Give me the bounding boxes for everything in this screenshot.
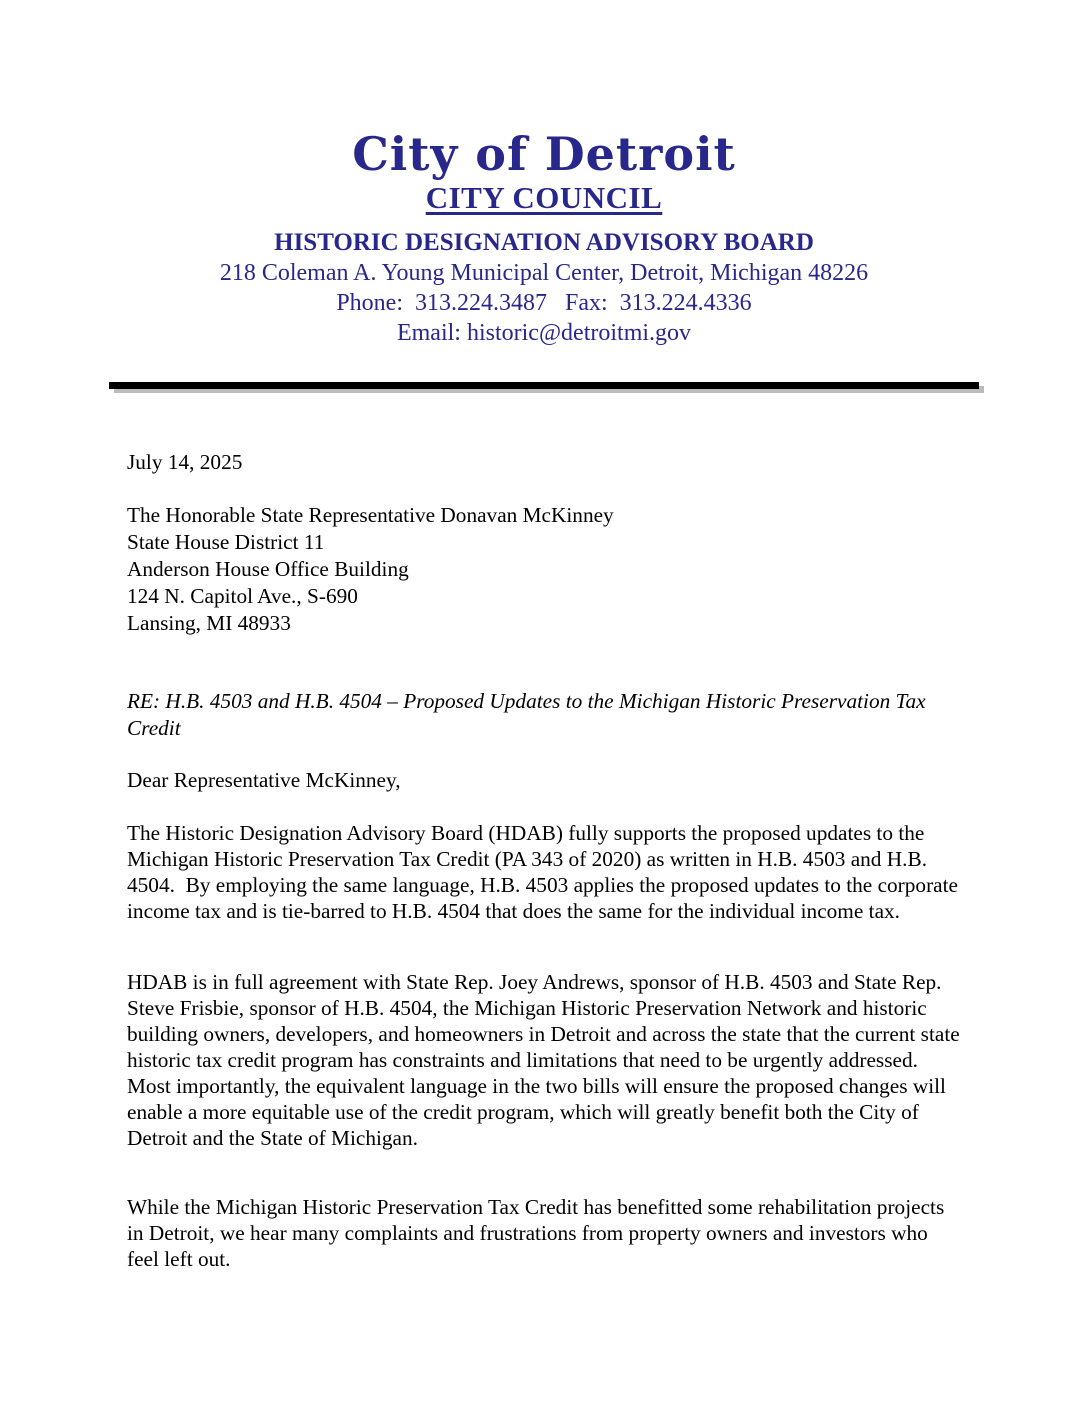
- city-of-detroit-wordmark: City of Detroit: [352, 127, 736, 181]
- re-subject-line: RE: H.B. 4503 and H.B. 4504 – Proposed Updates to the Michigan Historic Preservation Tax Credit: [127, 689, 926, 740]
- recipient-district-line: State House District 11: [127, 530, 325, 554]
- letter-body: [127, 449, 966, 1272]
- paragraph-support: The Historic Designation Advisory Board (HDAB) fully supports the proposed updates to the Michigan Historic Preservation Tax Credit (PA 343 of 2020) as written in H.B. 4503 and H.B. 4504. By employing the same language, H.B. 4503 applies the proposed updates to the corporate income tax and is tie-barred to H.B. 4504 that does the same for the individual income tax.: [127, 821, 964, 923]
- recipient-address-block: [127, 502, 961, 637]
- recipient-street-line: 124 N. Capitol Ave., S-690: [127, 584, 358, 608]
- divider-rule: [109, 382, 979, 389]
- letterhead-phone-fax: Phone: 313.224.3487 Fax: 313.224.4336: [336, 290, 752, 316]
- letterhead-address: 218 Coleman A. Young Municipal Center, Detroit, Michigan 48226: [219, 260, 869, 286]
- board-title: HISTORIC DESIGNATION ADVISORY BOARD: [274, 229, 814, 256]
- paragraph-complaints: While the Michigan Historic Preservation Tax Credit has benefitted some rehabilitation projects in Detroit, we hear many complaints and frustrations from property owners and investors who feel left out.: [127, 1195, 950, 1271]
- letter-date: July 14, 2025: [127, 450, 243, 474]
- letterhead-email: Email: historic@detroitmi.gov: [396, 320, 692, 346]
- paragraph-agreement: HDAB is in full agreement with State Rep. Joey Andrews, sponsor of H.B. 4503 and State Rep. Steve Frisbie, sponsor of H.B. 4504, the Michigan Historic Preservation Network and historic building owners, developers, and homeowners in Detroit and across the state that the current state historic tax credit program has constraints and limitations that need to be urgently addressed. Most importantly, the equivalent language in the two bills will ensure the proposed changes will enable a more equitable use of the credit program, which will greatly benefit both the City of Detroit and the State of Michigan.: [127, 970, 966, 1150]
- salutation: Dear Representative McKinney,: [127, 768, 401, 792]
- recipient-building-line: Anderson House Office Building: [127, 557, 409, 581]
- recipient-name-line: The Honorable State Representative Donavan McKinney: [127, 503, 614, 527]
- recipient-city-line: Lansing, MI 48933: [127, 611, 291, 635]
- city-council-title: CITY COUNCIL: [425, 180, 663, 215]
- letterhead: [0, 0, 1088, 348]
